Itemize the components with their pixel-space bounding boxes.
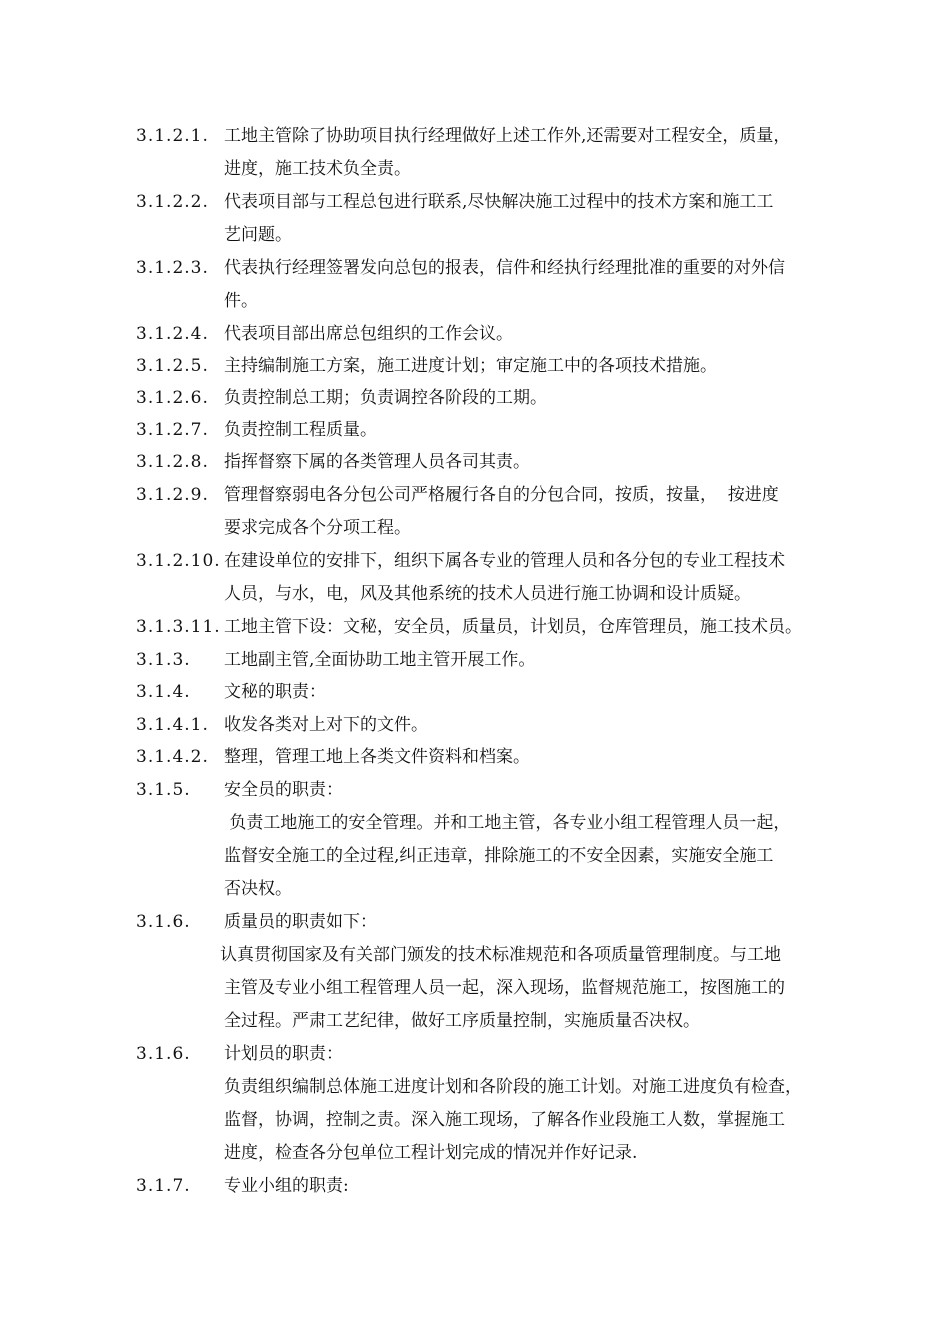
item-line: 件。: [224, 291, 258, 311]
item-number: 3.1.5.: [136, 780, 191, 800]
item-line: 负责工地施工的安全管理。并和工地主管，各专业小组工程管理人员一起，: [224, 813, 791, 833]
item-number: 3.1.3.: [136, 650, 191, 670]
item-text: [224, 446, 869, 479]
item-line: 整理，管理工地上各类文件资料和档案。: [224, 747, 530, 767]
item-number: 3.1.2.6.: [136, 388, 209, 408]
item-line: 艺问题。: [224, 225, 292, 245]
item-number: 3.1.2.8.: [136, 452, 209, 472]
item-line: 全过程。严肃工艺纪律，做好工序质量控制，实施质量否决权。: [224, 1011, 700, 1031]
item-line: 代表执行经理签署发向总包的报表，信件和经执行经理批准的重要的对外信: [224, 258, 785, 278]
item-line: 在建设单位的安排下，组织下属各专业的管理人员和各分包的专业工程技术: [224, 551, 785, 571]
item-line: 要求完成各个分项工程。: [224, 518, 411, 538]
item-line: 认真贯彻国家及有关部门颁发的技术标准规范和各项质量管理制度。与工地: [220, 945, 781, 965]
item-line: 负责控制工程质量。: [224, 420, 377, 440]
item-line: 否决权。: [224, 879, 292, 899]
item-number: 3.1.2.4.: [136, 324, 209, 344]
item-line: 监督，协调，控制之责。深入施工现场，了解各作业段施工人数，掌握施工: [224, 1110, 785, 1130]
item-text: [224, 414, 869, 447]
item-number: 3.1.3.11.: [136, 617, 221, 637]
item-line: 收发各类对上对下的文件。: [224, 715, 428, 735]
item-text: [224, 644, 869, 677]
item-line: 负责控制总工期；负责调控各阶段的工期。: [224, 388, 547, 408]
item-number: 3.1.6.: [136, 912, 191, 932]
item-line: 代表项目部与工程总包进行联系,尽快解决施工过程中的技术方案和施工工: [224, 192, 774, 212]
item-number: 3.1.2.10.: [136, 551, 221, 571]
item-text: [224, 709, 869, 742]
item-line: 工地主管下设：文秘，安全员，质量员，计划员，仓库管理员，施工技术员。: [224, 617, 802, 637]
item-number: 3.1.4.1.: [136, 715, 209, 735]
item-number: 3.1.2.9.: [136, 485, 209, 505]
item-line: 负责组织编制总体施工进度计划和各阶段的施工计划。对施工进度负有检查，: [224, 1077, 802, 1097]
item-number: 3.1.2.3.: [136, 258, 209, 278]
item-line: 人员，与水，电，风及其他系统的技术人员进行施工协调和设计质疑。: [224, 584, 751, 604]
item-line: 管理督察弱电各分包公司严格履行各自的分包合同，按质，按量， 按进度: [224, 485, 779, 505]
item-text: [224, 774, 869, 906]
item-number: 3.1.2.5.: [136, 356, 209, 376]
item-line: 主持编制施工方案，施工进度计划；审定施工中的各项技术措施。: [224, 356, 717, 376]
item-line: 指挥督察下属的各类管理人员各司其责。: [224, 452, 530, 472]
item-text: [224, 479, 869, 545]
item-line: 进度，施工技术负全责。: [224, 159, 411, 179]
item-text: [224, 350, 869, 383]
item-text: [224, 318, 869, 351]
item-text: [224, 611, 869, 644]
item-line: 代表项目部出席总包组织的工作会议。: [224, 324, 513, 344]
item-text: [224, 1038, 869, 1170]
item-text: [224, 252, 869, 318]
item-text: [220, 906, 869, 1038]
item-number: 3.1.2.2.: [136, 192, 209, 212]
item-line: 监督安全施工的全过程,纠正违章，排除施工的不安全因素，实施安全施工: [224, 846, 774, 866]
item-line: 主管及专业小组工程管理人员一起，深入现场，监督规范施工，按图施工的: [224, 978, 785, 998]
item-line: 工地副主管,全面协助工地主管开展工作。: [224, 650, 536, 670]
item-text: [224, 120, 869, 186]
item-text: [224, 545, 869, 611]
item-number: 3.1.2.7.: [136, 420, 209, 440]
item-number: 3.1.6.: [136, 1044, 191, 1064]
item-line: 计划员的职责：: [224, 1044, 343, 1064]
item-line: 工地主管除了协助项目执行经理做好上述工作外,还需要对工程安全，质量，: [224, 126, 791, 146]
item-text: [224, 186, 869, 252]
item-line: 质量员的职责如下：: [224, 912, 377, 932]
item-number: 3.1.4.2.: [136, 747, 209, 767]
item-text: [224, 382, 869, 415]
item-number: 3.1.4.: [136, 682, 191, 702]
item-line: 安全员的职责：: [224, 780, 343, 800]
item-number: 3.1.2.1.: [136, 126, 209, 146]
item-text: [224, 676, 869, 709]
item-text: [224, 1170, 869, 1203]
item-line: 进度，检查各分包单位工程计划完成的情况并作好记录.: [224, 1143, 638, 1163]
item-line: 专业小组的职责:: [224, 1176, 349, 1196]
item-line: 文秘的职责：: [224, 682, 326, 702]
item-text: [224, 741, 869, 774]
item-number: 3.1.7.: [136, 1176, 191, 1196]
